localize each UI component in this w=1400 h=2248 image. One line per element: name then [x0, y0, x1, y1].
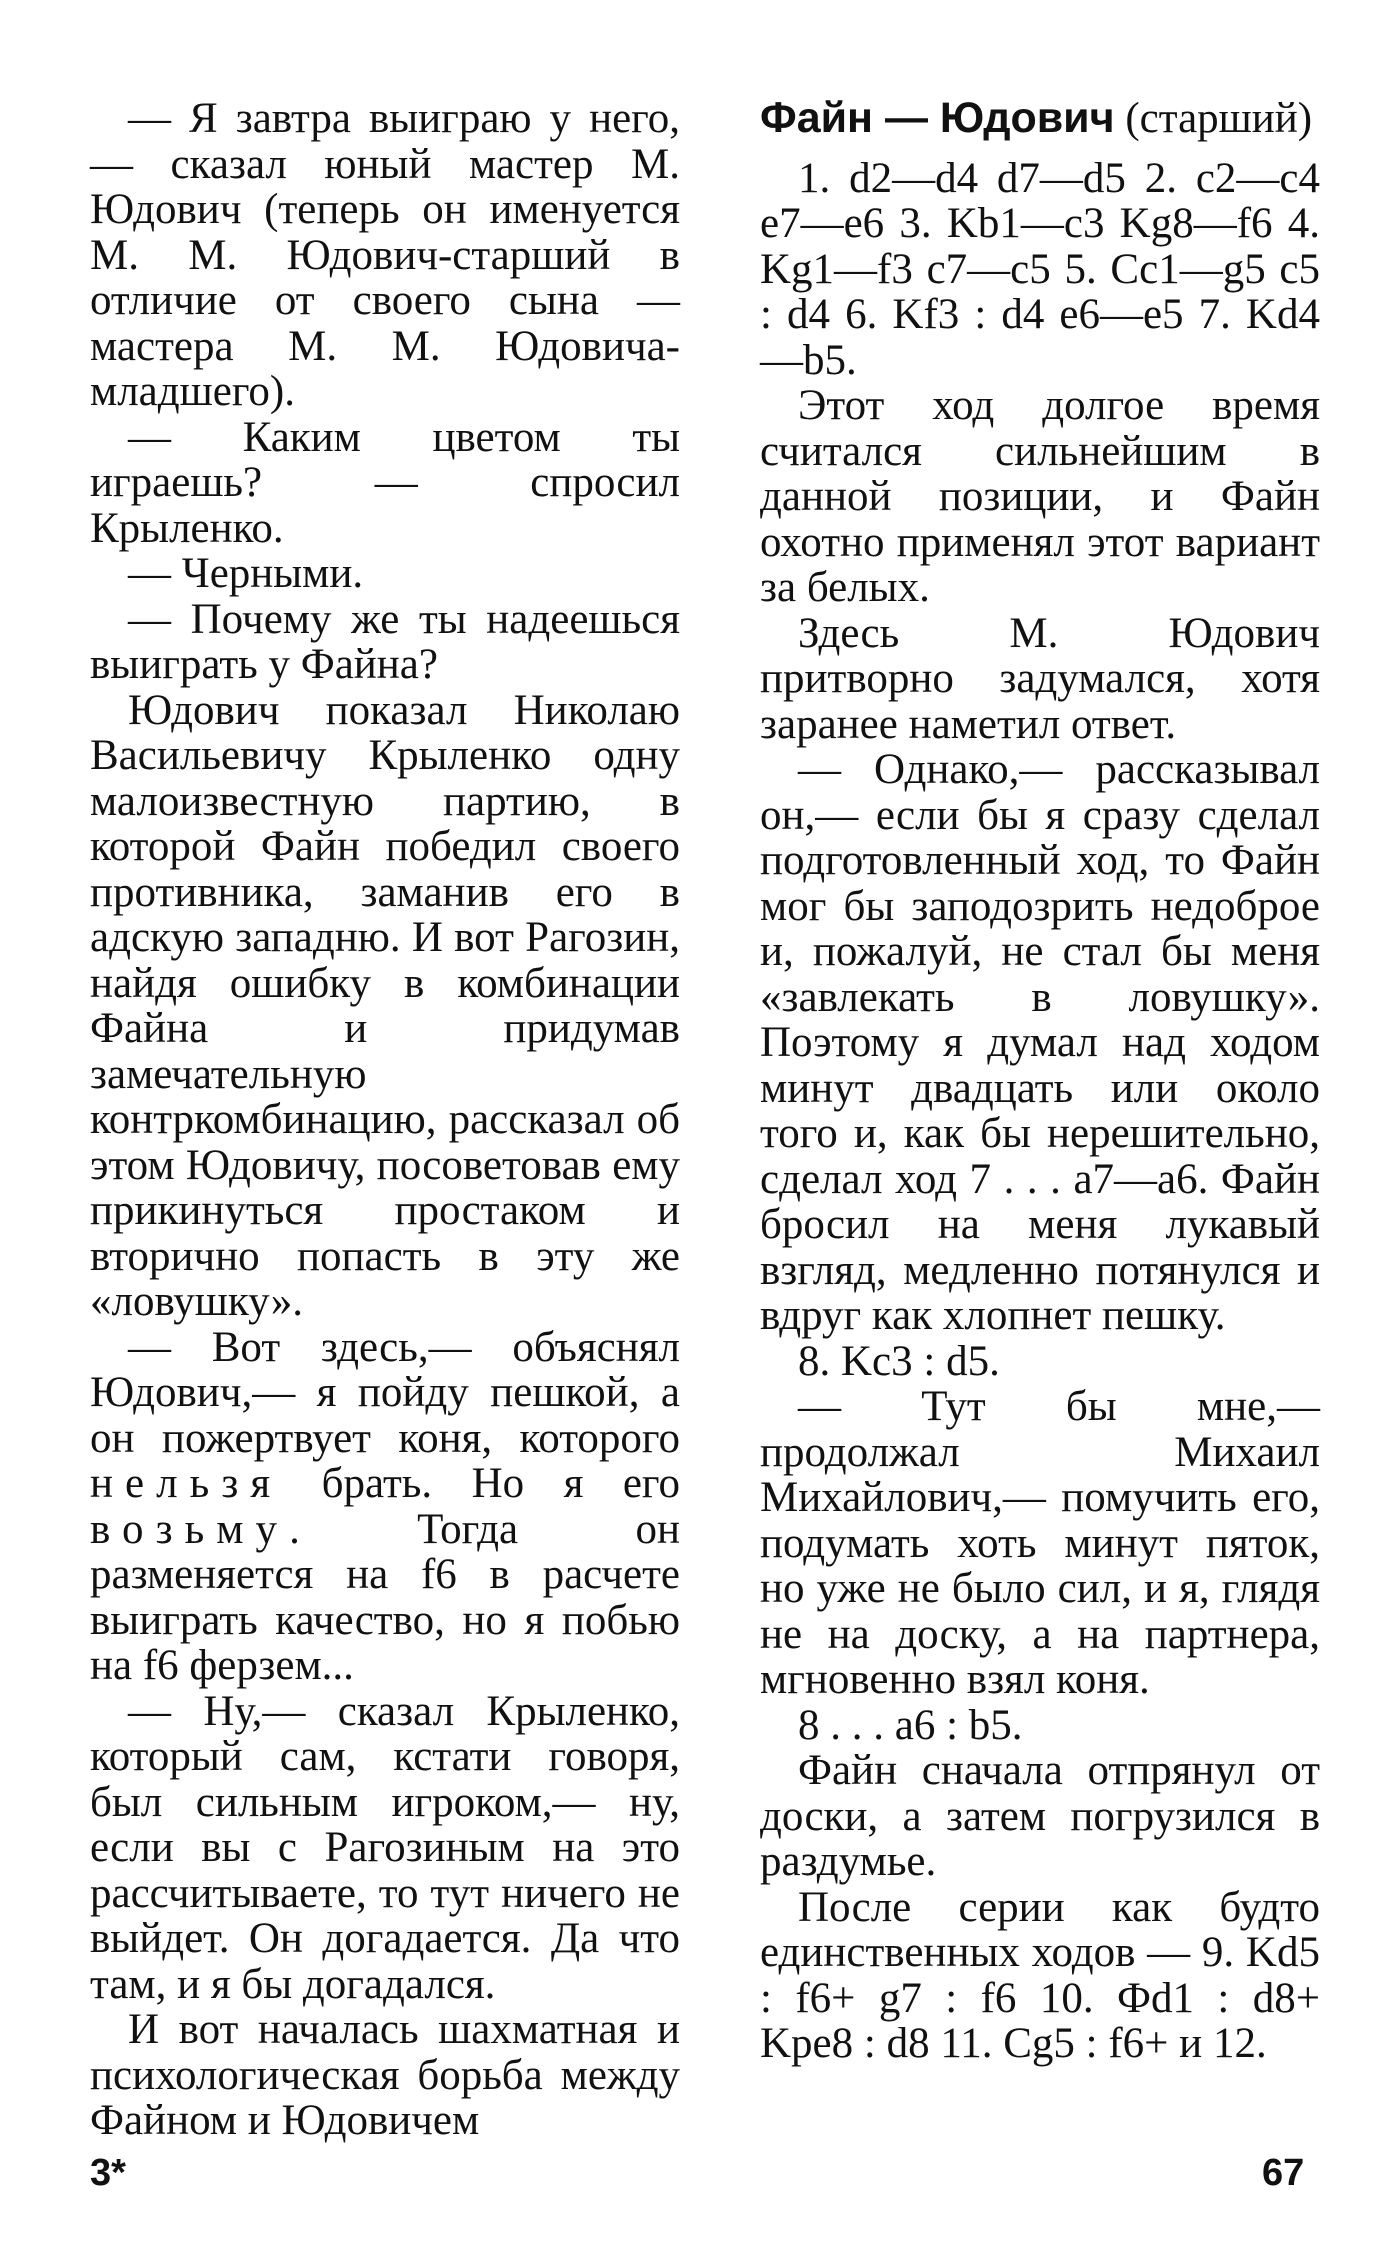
emphasized-word: возьму	[90, 1505, 290, 1553]
chess-moves: 1. d2—d4 d7—d5 2. c2—c4 e7—e6 3. Kb1—c3 Kg8—f6 4. Kg1—f3 c7—c5 5. Cc1—g5 c5 : d4 6. Kf3 : d4 e6—e5 7. Kd4—b5.	[760, 154, 1320, 384]
text-run: . Тогда он разменяется на f6 в расчете выиграть качество, но я побью на f6 ферзем...	[90, 1505, 680, 1689]
chess-moves: 8 . . . a6 : b5.	[798, 1701, 1023, 1749]
paragraph: Этот ход долгое время считался сильнейшим в данной позиции, и Файн охотно применял этот вариант за белых.	[760, 382, 1320, 611]
signature-mark: 3*	[90, 2152, 126, 2194]
left-column	[90, 96, 680, 2144]
paragraph: — Каким цветом ты играешь? — спросил Крыленко.	[90, 413, 680, 552]
page-number: 67	[1262, 2152, 1305, 2194]
paragraph: И вот началась шахматная и психологическая борьба между Файном и Юдовичем	[90, 2006, 680, 2144]
game-heading	[760, 96, 1320, 142]
paragraph: Файн сначала отпрянул от доски, а затем погрузился в раздумье.	[760, 1747, 1320, 1885]
paragraph: После серии как будто единственных ходов — 9. Kd5 : f6+ g7 : f6 10. Фd1 : d8+ Kpe8 : d8 11. Cg5 : f6+ и 12.	[760, 1883, 1320, 2067]
game-heading-note: (старший)	[1125, 95, 1313, 142]
right-column	[760, 96, 1320, 2067]
paragraph	[90, 1325, 680, 1689]
paragraph: — Ну,— сказал Крыленко, который сам, кстати говоря, был сильным игроком,— ну, если вы с Рагозиным на это рассчитываете, то тут ничего не выйдет. Он догадается. Да что там, и я бы догадался.	[90, 1687, 680, 2008]
text-run: — Вот здесь,— объяснял Юдович,— я пойду пешкой, а он пожертвует коня, которого	[90, 1323, 680, 1462]
emphasized-word: нельзя	[90, 1460, 283, 1507]
paragraph: Здесь М. Юдович притворно задумался, хотя заранее наметил ответ.	[760, 609, 1320, 748]
paragraph: — Однако,— рассказывал он,— если бы я сразу сделал подготовленный ход, то Файн мог бы заподозрить недоброе и, пожалуй, не стал бы меня «завлекать в ловушку». Поэтому я думал над ходом минут двадцать или около того и, как бы нерешительно, сделал ход 7 . . . a7—a6. Файн бросил на меня лукавый взгляд, медленно потянулся и вдруг как хлопнет пешку.	[760, 746, 1320, 1339]
paragraph: — Тут бы мне,— продолжал Михаил Михайлович,— помучить его, подумать хоть минут пяток, но уже не было сил, и я, глядя не на доску, а на партнера, мгновенно взял коня.	[760, 1383, 1320, 1703]
game-players: Файн — Юдович	[760, 94, 1115, 142]
paragraph: — Я завтра выиграю у него,— сказал юный мастер М. Юдович (теперь он именуется М. М. Юдович-старший в отличие от своего сына — мастера М. М. Юдовича-младшего).	[90, 95, 680, 415]
chess-moves: 8. Kc3 : d5.	[798, 1337, 1000, 1385]
paragraph: — Почему же ты надеешься выиграть у Файна?	[90, 595, 680, 688]
text-run: брать. Но я его	[321, 1460, 680, 1507]
paragraph: Юдович показал Николаю Васильевичу Крыленко одну малоизвестную партию, в которой Файн победил своего противника, заманив его в адскую западню. И вот Рагозин, найдя ошибку в комбинации Файна и придумав замечательную контркомбинацию, рассказал об этом Юдовичу, посоветовав ему прикинуться простаком и вторично попасть в эту же «ловушку».	[90, 686, 680, 1325]
paragraph: — Черными.	[128, 550, 364, 597]
